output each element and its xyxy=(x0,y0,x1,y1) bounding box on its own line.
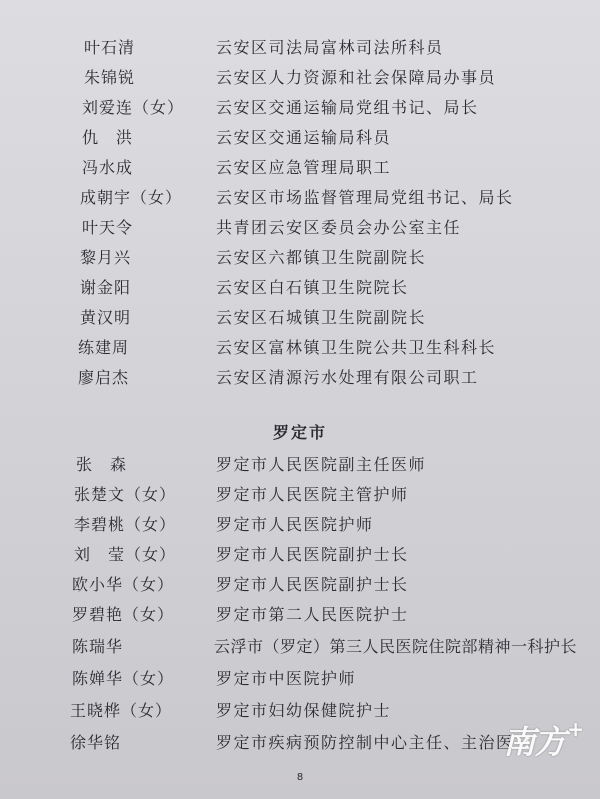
person-name: 欧小华（女） xyxy=(72,575,175,594)
list-item xyxy=(0,153,600,183)
list-item xyxy=(0,480,600,510)
person-position: 罗定市中医院护师 xyxy=(216,669,357,688)
person-name: 刘爱连（女） xyxy=(82,98,185,117)
list-item xyxy=(0,183,600,213)
person-name: 黎月兴 xyxy=(80,248,132,267)
list-item xyxy=(0,33,600,63)
page-number: 8 xyxy=(296,772,304,783)
person-name: 仇 洪 xyxy=(82,128,134,147)
list-item xyxy=(0,600,600,630)
person-position: 罗定市人民医院副护士长 xyxy=(216,545,409,564)
watermark-text: 南方 xyxy=(503,723,566,761)
person-name: 谢金阳 xyxy=(80,278,132,297)
person-position: 云安区石城镇卫生院副院长 xyxy=(216,308,427,327)
person-position: 云安区应急管理局职工 xyxy=(216,158,392,177)
list-item xyxy=(0,243,600,273)
person-name: 陈瑞华 xyxy=(72,637,124,656)
list-item xyxy=(0,632,600,662)
person-name: 廖启杰 xyxy=(78,368,130,387)
person-position: 云安区交通运输局党组书记、局长 xyxy=(216,98,479,117)
person-position: 云安区富林镇卫生院公共卫生科科长 xyxy=(216,338,497,357)
watermark-logo xyxy=(503,717,584,763)
person-position: 罗定市第二人民医院护士 xyxy=(216,605,409,624)
person-position: 云安区白石镇卫生院院长 xyxy=(216,278,409,297)
person-name: 刘 莹（女） xyxy=(74,545,177,564)
person-name: 徐华铭 xyxy=(70,733,122,752)
list-item xyxy=(0,303,600,333)
person-name: 李碧桃（女） xyxy=(74,515,177,534)
person-position: 罗定市人民医院副主任医师 xyxy=(216,455,427,474)
list-item xyxy=(0,540,600,570)
list-item xyxy=(0,63,600,93)
list-item xyxy=(0,450,600,480)
list-item xyxy=(0,570,600,600)
person-name: 练建周 xyxy=(78,338,130,357)
person-position: 云安区交通运输局科员 xyxy=(216,128,392,147)
person-position: 云安区六都镇卫生院副院长 xyxy=(216,248,427,267)
person-position: 罗定市人民医院主管护师 xyxy=(216,485,409,504)
person-position: 罗定市妇幼保健院护士 xyxy=(216,701,392,720)
person-position: 罗定市人民医院护师 xyxy=(216,515,374,534)
list-item xyxy=(0,510,600,540)
person-position: 云安区人力资源和社会保障局办事员 xyxy=(216,68,497,87)
person-name: 冯水成 xyxy=(82,158,134,177)
person-position: 云安区清源污水处理有限公司职工 xyxy=(216,368,479,387)
person-name: 黄汉明 xyxy=(80,308,132,327)
person-name: 叶天令 xyxy=(82,218,134,237)
plus-icon: + xyxy=(567,717,584,741)
person-position: 罗定市疾病预防控制中心主任、主治医 xyxy=(216,733,514,752)
person-position: 罗定市人民医院副护士长 xyxy=(216,575,409,594)
list-item xyxy=(0,363,600,393)
list-item xyxy=(0,333,600,363)
person-name: 叶石清 xyxy=(84,38,136,57)
person-name: 陈婵华（女） xyxy=(72,669,175,688)
person-position: 云安区市场监督管理局党组书记、局长 xyxy=(216,188,514,207)
person-name: 张楚文（女） xyxy=(74,485,177,504)
person-name: 成朝宇（女） xyxy=(80,188,183,207)
list-item xyxy=(0,93,600,123)
person-position: 共青团云安区委员会办公室主任 xyxy=(216,218,462,237)
person-position: 云安区司法局富林司法所科员 xyxy=(216,38,444,57)
person-name: 张 森 xyxy=(76,455,128,474)
person-name: 朱锦锐 xyxy=(84,68,136,87)
list-item xyxy=(0,664,600,694)
list-item xyxy=(0,213,600,243)
section-heading: 罗定市 xyxy=(272,423,327,442)
person-name: 罗碧艳（女） xyxy=(72,605,175,624)
list-item xyxy=(0,273,600,303)
list-item xyxy=(0,123,600,153)
person-name: 王晓桦（女） xyxy=(70,701,173,720)
person-position: 云浮市（罗定）第三人民医院住院部精神一科护长 xyxy=(214,637,578,656)
